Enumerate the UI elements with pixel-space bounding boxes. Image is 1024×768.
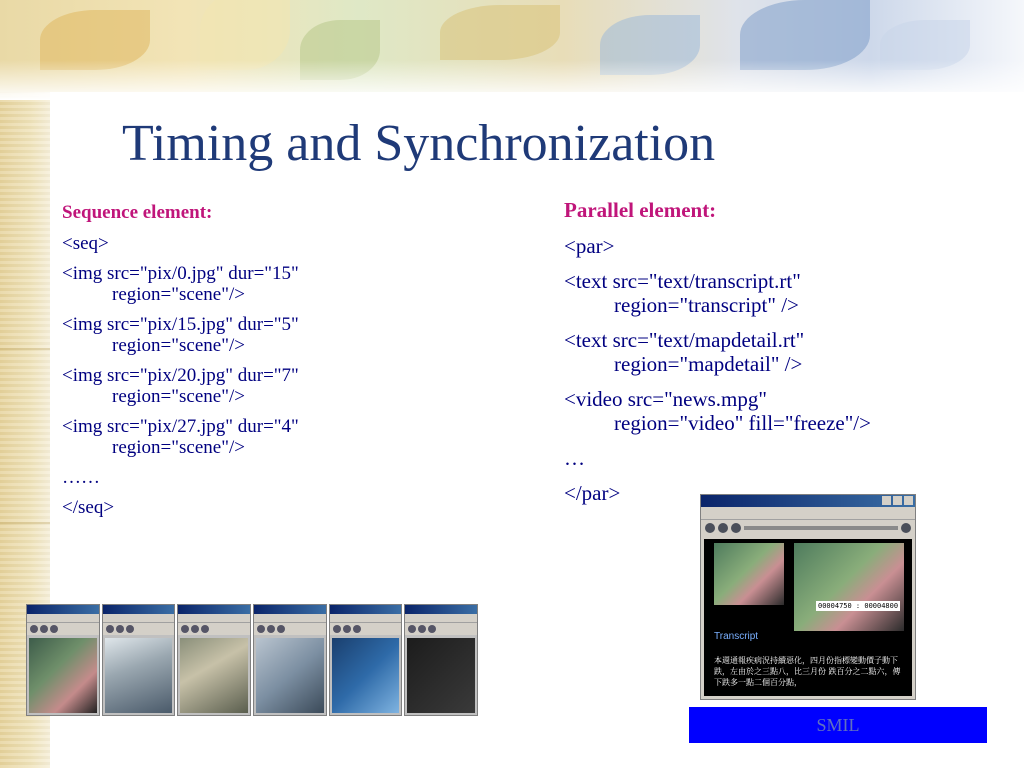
seq-ellipsis: …… (62, 467, 100, 488)
video-frame-image (256, 638, 324, 713)
player-thumbnail (404, 604, 478, 716)
player-thumbnail (102, 604, 176, 716)
video-frame-image (105, 638, 173, 713)
transcript-label: Transcript (714, 631, 759, 642)
seq-item (62, 314, 462, 356)
seq-item-line1: <img src="pix/27.jpg" dur="4" (62, 416, 299, 437)
video-frame-image (29, 638, 97, 713)
timecode: 00004750 : 00004800 (818, 602, 899, 610)
par-item (564, 387, 984, 435)
seq-item-line1: <img src="pix/0.jpg" dur="15" (62, 263, 299, 284)
par-item-line2: region="mapdetail" /> (614, 352, 803, 376)
player-thumbnail (177, 604, 251, 716)
par-ellipsis: … (564, 446, 585, 470)
video-frame-image (332, 638, 400, 713)
video-frame-image (714, 543, 784, 605)
seq-open-tag: <seq> (62, 233, 109, 254)
seq-item (62, 416, 462, 458)
player-thumbnail (253, 604, 327, 716)
seq-item-line2: region="scene"/> (112, 284, 245, 305)
par-open-tag: <par> (564, 234, 615, 258)
par-item-line1: <video src="news.mpg" (564, 387, 767, 411)
par-close-tag: </par> (564, 481, 621, 505)
par-item-line2: region="transcript" /> (614, 293, 799, 317)
player-thumbnail (329, 604, 403, 716)
seq-close-tag: </seq> (62, 497, 115, 518)
banner-fade (0, 60, 1024, 100)
par-item-line2: region="video" fill="freeze"/> (614, 411, 871, 435)
parallel-column (564, 198, 984, 516)
par-item (564, 328, 984, 376)
sequence-heading: Sequence element: (62, 202, 213, 223)
par-item-line1: <text src="text/mapdetail.rt" (564, 328, 805, 352)
player-menubar (701, 507, 915, 520)
player-thumbnail (26, 604, 100, 716)
seq-item-line2: region="scene"/> (112, 335, 245, 356)
transcript-text: 本週通報疾病況持續惡化，四月份指標變動價子動下跌，左由於之三點八，比三月份 跌百分之二點六，傳下跌多一點二個百分點， (714, 656, 901, 687)
parallel-player-screenshot (700, 494, 916, 700)
seq-item-line2: region="scene"/> (112, 437, 245, 458)
player-titlebar (701, 495, 915, 507)
seq-item (62, 365, 462, 407)
sequence-column (62, 202, 462, 527)
video-frame-image (180, 638, 248, 713)
seq-item-line1: <img src="pix/20.jpg" dur="7" (62, 365, 299, 386)
seq-item-line1: <img src="pix/15.jpg" dur="5" (62, 314, 299, 335)
seq-item (62, 263, 462, 305)
video-frame-image (407, 638, 475, 713)
player-controls (701, 520, 915, 536)
parallel-heading: Parallel element: (564, 198, 717, 222)
video-frame-image (794, 543, 904, 631)
par-item (564, 269, 984, 317)
slide-title: Timing and Synchronization (122, 115, 716, 172)
seq-item-line2: region="scene"/> (112, 386, 245, 407)
sequence-thumbnail-strip (26, 604, 478, 716)
par-item-line1: <text src="text/transcript.rt" (564, 269, 801, 293)
smil-button[interactable]: SMIL (689, 707, 987, 743)
player-screen (704, 539, 912, 696)
